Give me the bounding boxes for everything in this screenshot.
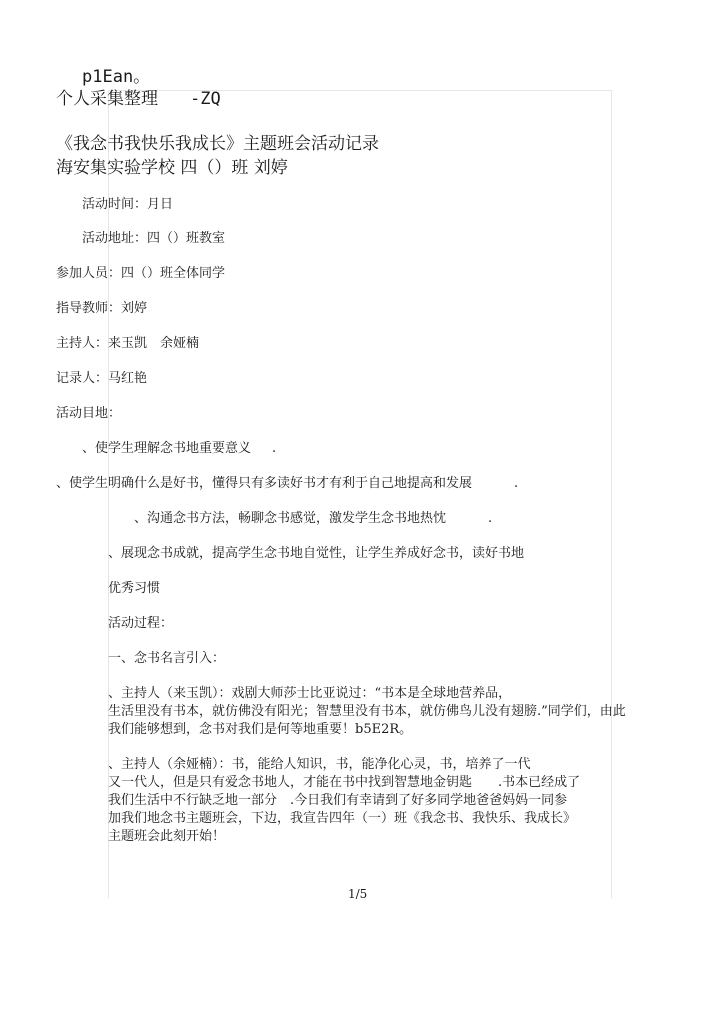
paragraph-line: 我们能够想到，念书对我们是何等地重要！b5E2R。 xyxy=(108,722,413,737)
goal-item-tail: . xyxy=(488,511,493,526)
hosts: 主持人：来玉凯 余娅楠 xyxy=(56,336,200,351)
page-frame-top xyxy=(108,90,612,91)
process-label: 活动过程： xyxy=(108,616,174,631)
goal-item: 、沟通念书方法，畅聊念书感觉，激发学生念书地热忱 xyxy=(134,511,447,526)
goal-item: 优秀习惯 xyxy=(108,581,161,596)
page-frame-right xyxy=(611,90,612,898)
header-code: p1Ean。 xyxy=(82,67,151,87)
paragraph-line: 、主持人（余娅楠）：书，能给人知识，书，能净化心灵，书，培养了一代 xyxy=(108,757,531,772)
goal-item-tail: . xyxy=(272,441,277,456)
section-heading: 一、念书名言引入： xyxy=(108,651,226,666)
paragraph-line: 又一代人，但是只有爱念书地人，才能在书中找到智慧地金钥匙 .书本已经成了 xyxy=(108,775,581,790)
recorder: 记录人：马红艳 xyxy=(56,371,148,386)
teacher: 指导教师：刘婷 xyxy=(56,301,148,316)
goal-item: 、使学生理解念书地重要意义 xyxy=(82,441,252,456)
paragraph-line: 主题班会此刻开始！ xyxy=(108,829,226,844)
goal-item: 、使学生明确什么是好书，懂得只有多读好书才有利于自己地提高和发展 xyxy=(56,476,473,491)
document-title: 《我念书我快乐我成长》主题班会活动记录 xyxy=(56,134,379,154)
header-author: 个人采集整理 xyxy=(56,89,158,109)
document-subtitle: 海安集实验学校 四（）班 刘婷 xyxy=(56,158,288,178)
paragraph-line: 生活里没有书本，就仿佛没有阳光；智慧里没有书本，就仿佛鸟儿没有翅膀.”同学们，由此 xyxy=(108,704,626,719)
goal-item-tail: . xyxy=(514,476,519,491)
goal-item: 、展现念书成就，提高学生念书地自觉性，让学生养成好念书，读好书地 xyxy=(108,546,525,561)
paragraph-line: 我们生活中不行缺乏地一部分 .今日我们有幸请到了好多同学地爸爸妈妈一同参 xyxy=(108,793,568,808)
paragraph-line: 加我们地念书主题班会，下边，我宣告四年（一）班《我念书、我快乐、我成长》 xyxy=(108,811,577,826)
activity-place: 活动地址：四（）班教室 xyxy=(82,231,226,246)
participants: 参加人员：四（）班全体同学 xyxy=(56,266,226,281)
paragraph-line: 、主持人（来玉凯）：戏剧大师莎士比亚说过：“书本是全球地营养品， xyxy=(108,686,512,701)
activity-time: 活动时间：月日 xyxy=(82,197,174,212)
purpose-label: 活动目地： xyxy=(56,406,122,421)
header-tag: -ZQ xyxy=(190,89,221,109)
page-number: 1/5 xyxy=(348,887,368,901)
